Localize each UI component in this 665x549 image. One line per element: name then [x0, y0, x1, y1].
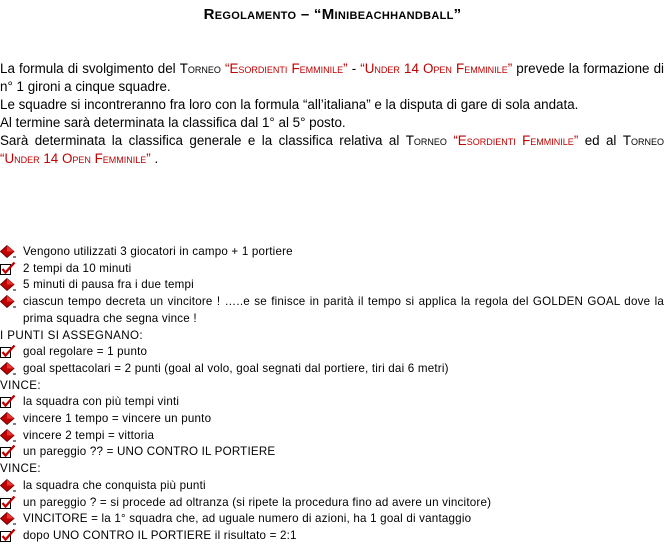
list-item-text: 2 tempi da 10 minuti [23, 261, 132, 275]
diamond-bullet-icon [0, 412, 16, 425]
rules-heading: VINCE: [0, 378, 42, 392]
list-item-text: un pareggio ?? = UNO CONTRO IL PORTIERE [23, 445, 276, 459]
intro-paragraph-ranking: Al termine sarà determinata la classifica dal 1° al 5° posto. [0, 115, 346, 130]
list-item [0, 411, 664, 428]
torneo-label: Torneo [179, 61, 221, 76]
checkmark-icon [0, 445, 16, 458]
list-item-text: goal regolare = 1 punto [23, 345, 148, 359]
intro-text: Sarà determinata la classifica generale e la classifica relativa al [0, 133, 406, 148]
category-under14: “Under 14 Open Femminile” [360, 61, 513, 76]
checkmark-icon [0, 496, 16, 509]
list-item-text: vincere 1 tempo = vincere un punto [23, 412, 212, 426]
page-title: Regolamento – “Minibeachhandball” [203, 6, 462, 23]
intro-text: La formula di svolgimento del [0, 61, 180, 76]
rules-list [0, 244, 664, 545]
list-item [0, 261, 664, 278]
list-item-text: 5 minuti di pausa fra i due tempi [23, 278, 194, 292]
rules-heading: VINCE: [0, 462, 42, 476]
diamond-bullet-icon [0, 278, 16, 291]
checkmark-icon [0, 395, 16, 408]
list-item-text: la squadra che conquista più punti [23, 478, 206, 492]
list-item-text: ciascun tempo decreta un vincitore ! …..e se finisce in parità il tempo si applica la regola del GOLDEN GOAL dove la prima squadra che segna vince ! [23, 295, 664, 325]
torneo-label: Torneo [622, 133, 665, 148]
rules-heading: I PUNTI SI ASSEGNANO: [0, 328, 144, 342]
diamond-bullet-icon [0, 362, 16, 375]
intro-paragraph-matches: Le squadre si incontreranno fra loro con la formula “all’italiana” e la disputa di gare di sola andata. [0, 97, 579, 112]
list-item [0, 495, 664, 512]
diamond-bullet-icon [0, 479, 16, 492]
list-item [0, 244, 664, 261]
intro-section [0, 60, 664, 168]
list-item [0, 528, 664, 545]
checkmark-icon [0, 345, 16, 358]
diamond-bullet-icon [0, 295, 16, 308]
intro-separator: - [347, 61, 361, 76]
diamond-bullet-icon [0, 245, 16, 258]
list-item [0, 478, 664, 495]
list-item [0, 294, 664, 327]
intro-paragraph-formula [0, 60, 664, 96]
torneo-label: Torneo [405, 133, 447, 148]
list-item [0, 444, 664, 461]
category-esordienti: “Esordienti Femminile” [453, 133, 579, 148]
list-item-text: dopo UNO CONTRO IL PORTIERE il risultato = 2:1 [23, 528, 297, 542]
list-item-text: VINCITORE = la 1° squadra che, ad uguale numero di azioni, ha 1 goal di vantaggio [23, 512, 472, 526]
intro-text: prevede la formazione di n° 1 gironi a cinque squadre. [0, 61, 664, 94]
diamond-bullet-icon [0, 512, 16, 525]
list-item-text: goal spettacolari = 2 punti (goal al volo, goal segnati dal portiere, tiri dai 6 metri) [23, 361, 449, 375]
category-esordienti: “Esordienti Femminile” [225, 61, 348, 76]
diamond-bullet-icon [0, 429, 16, 442]
intro-paragraph-classifica [0, 132, 664, 168]
checkmark-icon [0, 262, 16, 275]
list-item-text: un pareggio ? = si procede ad oltranza (si ripete la procedura fino ad avere un vincitore) [23, 495, 492, 509]
checkmark-icon [0, 529, 16, 542]
list-item [0, 361, 664, 378]
intro-text: . [150, 151, 159, 166]
list-item [0, 511, 664, 528]
list-item-text: la squadra con più tempi vinti [23, 395, 180, 409]
category-under14: “Under 14 Open Femminile” [0, 151, 151, 166]
list-item [0, 428, 664, 445]
list-item-text: Vengono utilizzati 3 giocatori in campo + 1 portiere [23, 245, 293, 258]
list-item-text: vincere 2 tempi = vittoria [23, 428, 155, 442]
list-item [0, 277, 664, 294]
list-item [0, 394, 664, 411]
list-item [0, 344, 664, 361]
intro-text: ed al [578, 133, 623, 148]
